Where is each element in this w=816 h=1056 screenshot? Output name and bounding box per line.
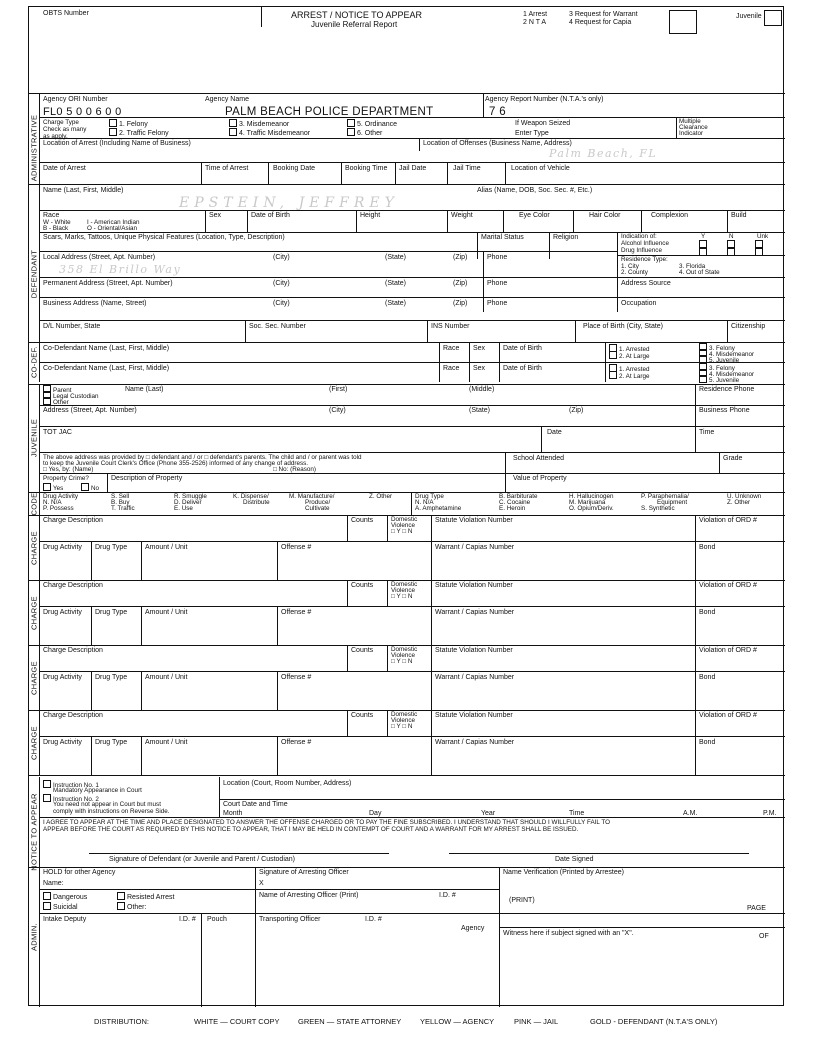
dob-label: Date of Birth	[251, 212, 290, 219]
side-code: CODE	[29, 492, 39, 515]
codef-race-2: Race	[443, 365, 460, 372]
desc-property-label: Description of Property	[111, 475, 183, 482]
obts-label: OBTS Number	[43, 10, 89, 17]
ct5[interactable]: 5. Ordinance	[347, 119, 397, 129]
code-c21: E. Heroin	[499, 505, 526, 512]
code-c14: Cultivate	[305, 505, 330, 512]
code-c26: Equipment	[657, 499, 688, 506]
charge-dv-yn[interactable]: □ Y □ N	[391, 593, 413, 600]
booking-time-label: Booking Time	[345, 165, 388, 172]
charge-offense: Offense #	[281, 674, 312, 681]
local-zip-label: (Zip)	[453, 254, 468, 261]
charge-drug-type: Drug Type	[95, 609, 128, 616]
codef-o5a[interactable]: 5. Juvenile	[699, 355, 739, 364]
ct3[interactable]: 3. Misdemeanor	[229, 119, 289, 129]
charge-dv-yn[interactable]: □ Y □ N	[391, 658, 413, 665]
other-box-bottom[interactable]: Other:	[117, 902, 146, 912]
code-c8: D. Deliver	[174, 499, 202, 506]
code-c11: Distribute	[243, 499, 270, 506]
build-label: Build	[731, 212, 747, 219]
page-label: PAGE	[747, 905, 766, 912]
ct2[interactable]: 2. Traffic Felony	[109, 128, 169, 138]
school-label: School Attended	[513, 455, 564, 462]
juv-state: (State)	[469, 407, 491, 414]
juv-date: Date	[547, 429, 562, 436]
charge-bond: Bond	[699, 674, 716, 681]
rt1: 1. City	[621, 263, 639, 270]
side-codef: CO-DEF.	[29, 342, 40, 382]
side-defendant: DEFENDANT	[29, 184, 40, 364]
perm-addr-label: Permanent Address (Street, Apt. Number)	[43, 280, 173, 287]
ct6[interactable]: 6. Other	[347, 128, 382, 138]
charge-dv-label: Domestic	[391, 711, 418, 718]
defendant-name[interactable]: EPSTEIN, JEFFREY	[179, 195, 399, 211]
instr1-text: Mandatory Appearance in Court	[53, 787, 142, 794]
agency-report-label: Agency Report Number (N.T.A.'s only)	[485, 96, 604, 103]
agency-report-value[interactable]: 7 6	[489, 106, 506, 118]
charge-statute-label: Statute Violation Number	[435, 712, 513, 719]
sig-defendant-label: Signature of Defendant (or Juvenile and Parent / Custodian)	[109, 856, 296, 863]
ins-label: INS Number	[431, 323, 470, 330]
side-admin-bottom: ADMIN.	[29, 867, 40, 1007]
local-addr-label: Local Address (Street, Apt. Number)	[43, 254, 156, 261]
charge-statute-label: Statute Violation Number	[435, 647, 513, 654]
court-am: A.M.	[683, 810, 698, 817]
weight-label: Weight	[451, 212, 473, 219]
code-c9: E. Use	[174, 505, 193, 512]
charge-dv-label2: Violence	[391, 587, 416, 594]
religion-label: Religion	[553, 234, 579, 241]
code-c17: N. N/A	[415, 499, 434, 506]
perm-phone-label: Phone	[487, 280, 508, 287]
ssn-label: Soc. Sec. Number	[249, 323, 306, 330]
charge-dv-label: Domestic	[391, 581, 418, 588]
pob-label: Place of Birth (City, State)	[583, 323, 664, 330]
enter-type-label: Enter Type	[515, 130, 549, 137]
code-c12: M. Manufacture/	[289, 493, 335, 500]
code-c28: U. Unknown	[727, 493, 762, 500]
sig-officer-label: Signature of Arresting Officer	[259, 869, 349, 876]
code-c24: O. Opium/Deriv.	[569, 505, 614, 512]
side-admin: ADMINISTRATIVE	[29, 93, 40, 203]
charge-bond: Bond	[699, 739, 716, 746]
bus-city-label: (City)	[273, 300, 290, 307]
value-property-label: Value of Property	[513, 475, 567, 482]
property-crime-label: Property Crime?	[43, 475, 89, 482]
print-label: (PRINT)	[509, 897, 535, 904]
hair-label: Hair Color	[589, 212, 621, 219]
charge-amount: Amount / Unit	[145, 544, 188, 551]
bus-state-label: (State)	[385, 300, 407, 307]
charge-warrant: Warrant / Capias Number	[435, 544, 515, 551]
charge-desc-label: Charge Description	[43, 517, 103, 524]
footer-pink: PINK — JAIL	[514, 1017, 559, 1026]
local-phone-label: Phone	[487, 254, 508, 261]
instr2-text2: comply with instructions on Reverse Side.	[53, 808, 170, 815]
code-c1: Drug Activity	[43, 493, 78, 500]
charge-dv-label: Domestic	[391, 646, 418, 653]
race-b: B - Black	[43, 225, 69, 232]
juv-zip: (Zip)	[569, 407, 584, 414]
charge-dv-label2: Violence	[391, 652, 416, 659]
court-day: Day	[369, 810, 382, 817]
code-c18: A. Amphetamine	[415, 505, 462, 512]
juvenile-label: Juvenile	[736, 13, 762, 20]
option-arrest: 1 Arrest	[523, 11, 548, 18]
charge-counts-label: Counts	[351, 647, 374, 654]
side-charge-4: CHARGE	[29, 710, 40, 775]
instr2-text: You need not appear in Court but must	[53, 801, 161, 808]
charge-warrant: Warrant / Capias Number	[435, 674, 515, 681]
charge-drug-activity: Drug Activity	[43, 739, 82, 746]
juv-notice-3: □ Yes, by: (Name)	[43, 466, 94, 473]
charge-counts-label: Counts	[351, 712, 374, 719]
charge-desc-label: Charge Description	[43, 647, 103, 654]
charge-drug-type: Drug Type	[95, 739, 128, 746]
juv-address: Address (Street, Apt. Number)	[43, 407, 137, 414]
charge-ord-label: Violation of ORD #	[699, 517, 757, 524]
ori-value[interactable]: FL0 5 0 0 6 0 0	[43, 106, 122, 118]
juv-notice-2: to keep the Juvenile Court Clerk's Office (Phone 355-2526) informed of any change of address.	[43, 460, 309, 467]
court-year: Year	[481, 810, 496, 817]
footer-white: WHITE — COURT COPY	[194, 1017, 280, 1026]
charge-drug-activity: Drug Activity	[43, 674, 82, 681]
option-warrant: 3 Request for Warrant	[569, 11, 638, 18]
code-c3: P. Possess	[43, 505, 74, 512]
perm-zip-label: (Zip)	[453, 280, 468, 287]
occupation-label: Occupation	[621, 300, 657, 307]
code-c29: Z. Other	[727, 499, 751, 506]
name-label: Name (Last, First, Middle)	[43, 187, 124, 194]
charge-drug-type: Drug Type	[95, 544, 128, 551]
intake-id-label: I.D. #	[179, 916, 196, 923]
court-date-label: Court Date and Time	[223, 801, 288, 808]
time-arrest-label: Time of Arrest	[205, 165, 249, 172]
charge-ord-label: Violation of ORD #	[699, 712, 757, 719]
option-nta: 2 N T A	[523, 19, 547, 26]
charge-counts-label: Counts	[351, 582, 374, 589]
dl-label: D/L Number, State	[43, 323, 101, 330]
other-box[interactable]: Other	[43, 397, 69, 406]
charge-dv-yn[interactable]: □ Y □ N	[391, 528, 413, 535]
indication-label: Indication of:	[621, 233, 657, 240]
grade-label: Grade	[723, 455, 743, 462]
footer-gold: GOLD - DEFENDANT (N.T.A'S ONLY)	[590, 1017, 718, 1026]
y-label: Y	[701, 233, 706, 240]
court-location-label: Location (Court, Room Number, Address)	[223, 780, 352, 787]
drug-label: Drug Influence	[621, 247, 662, 254]
loc-arrest-label: Location of Arrest (Including Name of Business)	[43, 140, 191, 147]
code-c22: H. Hallucinogen	[569, 493, 614, 500]
code-c10: K. Dispense/	[233, 493, 269, 500]
local-city-label: (City)	[273, 254, 290, 261]
rt4: 4. Out of State	[679, 269, 720, 276]
agency-name[interactable]: PALM BEACH POLICE DEPARTMENT	[225, 106, 434, 118]
custodian-box[interactable]: Legal Custodian	[43, 391, 99, 400]
code-c2: N. N/A	[43, 499, 62, 506]
bus-zip-label: (Zip)	[453, 300, 468, 307]
codef-o2a[interactable]: 2. At Large	[609, 351, 649, 360]
instr2-box[interactable]: Instruction No. 2	[43, 794, 99, 803]
perm-state-label: (State)	[385, 280, 407, 287]
agency-name-label: Agency Name	[205, 96, 249, 103]
local-addr-value: 358 El Brillo Way	[59, 263, 182, 276]
juv-res-phone: Residence Phone	[699, 386, 755, 393]
side-juvenile: JUVENILE	[29, 384, 40, 492]
codef-o4b[interactable]: 4. Misdemeanor	[699, 369, 754, 378]
ct1[interactable]: 1. Felony	[109, 119, 148, 129]
date-arrest-label: Date of Arrest	[43, 165, 86, 172]
code-c19: B. Barbiturate	[499, 493, 538, 500]
footer-distribution: DISTRIBUTION:	[94, 1017, 150, 1026]
footer-yellow: YELLOW — AGENCY	[420, 1017, 495, 1026]
alias-label: Alias (Name, DOB, Soc. Sec. #, Etc.)	[477, 187, 593, 194]
codef-o2b[interactable]: 2. At Large	[609, 371, 649, 380]
charge-dv-label2: Violence	[391, 522, 416, 529]
hold-label: HOLD for other Agency	[43, 869, 116, 876]
scars-label: Scars, Marks, Tattoos, Unique Physical Features (Location, Type, Description)	[43, 234, 285, 241]
option-capia: 4 Request for Capia	[569, 19, 632, 26]
side-charge-1: CHARGE	[29, 515, 40, 580]
booking-date-label: Booking Date	[273, 165, 316, 172]
marital-label: Marital Status	[481, 234, 524, 241]
charge-type-label: Charge Type	[43, 119, 79, 126]
instr1-box[interactable]: Instruction No. 1	[43, 780, 99, 789]
weapon-label: If Weapon Seized	[515, 120, 571, 127]
charge-ord-label: Violation of ORD #	[699, 647, 757, 654]
unk-label: Unk	[757, 233, 769, 240]
ct4[interactable]: 4. Traffic Misdemeanor	[229, 128, 310, 138]
court-month: Month	[223, 810, 243, 817]
juvenile-box[interactable]	[764, 10, 782, 26]
code-c16: Drug Type	[415, 493, 444, 500]
drug-y-box[interactable]	[699, 248, 709, 258]
charge-counts-label: Counts	[351, 517, 374, 524]
race-i: I - American Indian	[87, 219, 140, 226]
juv-city: (City)	[329, 407, 346, 414]
juv-name-last: Name (Last)	[125, 386, 164, 393]
pouch-label: Pouch	[207, 916, 227, 923]
code-c13: Produce/	[305, 499, 331, 506]
charge-dv-label: Domestic	[391, 516, 418, 523]
juv-middle: (Middle)	[469, 386, 495, 393]
charge-desc-label: Charge Description	[43, 582, 103, 589]
charge-offense: Offense #	[281, 544, 312, 551]
loc-offense-label: Location of Offenses (Business Name, Address)	[423, 140, 572, 147]
code-c4: S. Sell	[111, 493, 130, 500]
juv-first: (First)	[329, 386, 348, 393]
code-c15: Z. Other	[369, 493, 393, 500]
local-state-label: (State)	[385, 254, 407, 261]
resisted-box[interactable]: Resisted Arrest	[117, 892, 174, 902]
arrest-form	[28, 6, 784, 1006]
business-addr-label: Business Address (Name, Street)	[43, 300, 147, 307]
code-c20: C. Cocaine	[499, 499, 531, 506]
court-time: Time	[569, 810, 585, 817]
clearance-label: Clearance	[679, 124, 708, 131]
alcohol-label: Alcohol Influence	[621, 240, 669, 247]
charge-amount: Amount / Unit	[145, 609, 188, 616]
charge-type-note2: as apply.	[43, 133, 68, 140]
charge-bond: Bond	[699, 544, 716, 551]
codef-o1b[interactable]: 1. Arrested	[609, 364, 649, 373]
drug-n-box[interactable]	[727, 248, 737, 258]
form-subtitle: Juvenile Referral Report	[311, 20, 398, 29]
charge-drug-activity: Drug Activity	[43, 609, 82, 616]
rt3: 3. Florida	[679, 263, 706, 270]
agree-text-1: I AGREE TO APPEAR AT THE TIME AND PLACE DESIGNATED TO ANSWER THE OFFENSE CHARGED OR TO PAY THE FINE SUBSCRIBED. I UNDERSTAND THAT SHOULD I WILLFULLY FAIL TO	[43, 819, 610, 826]
race-w: W - White	[43, 219, 71, 226]
charge-ord-label: Violation of ORD #	[699, 582, 757, 589]
name-verif-label: Name Verification (Printed by Arrestee)	[503, 869, 624, 876]
date-signed-label: Date Signed	[555, 856, 594, 863]
court-pm: P.M.	[763, 810, 777, 817]
charge-type-note1: Check as many	[43, 126, 87, 133]
drug-unk-box[interactable]	[755, 248, 765, 258]
complexion-label: Complexion	[651, 212, 688, 219]
agree-text-2: APPEAR BEFORE THE COURT AS REQUIRED BY THIS NOTICE TO APPEAR, THAT I MAY BE HELD IN CONTEMPT OF COURT AND A WARRANT FOR MY ARREST SHALL BE ISSUED.	[43, 826, 579, 833]
codef-o1a[interactable]: 1. Arrested	[609, 344, 649, 353]
code-c6: T. Traffic	[111, 505, 135, 512]
charge-warrant: Warrant / Capias Number	[435, 609, 515, 616]
codef-name-label-2: Co-Defendant Name (Last, First, Middle)	[43, 365, 170, 372]
race-label: Race	[43, 212, 60, 219]
intake-label: Intake Deputy	[43, 916, 87, 923]
dangerous-box[interactable]: Dangerous	[43, 892, 87, 902]
juv-notice-4: □ No: (Reason)	[273, 466, 316, 473]
ori-label: Agency ORI Number	[43, 96, 108, 103]
code-c7: R. Smuggle	[174, 493, 207, 500]
side-charge-3: CHARGE	[29, 645, 40, 710]
sig-x: X	[259, 880, 264, 887]
officer-id-label: I.D. #	[439, 892, 456, 899]
side-charge-2: CHARGE	[29, 580, 40, 645]
charge-dv-yn[interactable]: □ Y □ N	[391, 723, 413, 730]
form-title: ARREST / NOTICE TO APPEAR	[291, 10, 423, 20]
charge-warrant: Warrant / Capias Number	[435, 739, 515, 746]
charge-drug-type: Drug Type	[95, 674, 128, 681]
officer-print-label: Name of Arresting Officer (Print)	[259, 892, 359, 899]
height-label: Height	[360, 212, 381, 219]
codef-dob-2: Date of Birth	[503, 365, 542, 372]
race-o: O - Oriental/Asian	[87, 225, 138, 232]
charge-drug-activity: Drug Activity	[43, 544, 82, 551]
charge-dv-label2: Violence	[391, 717, 416, 724]
multiple-label: Multiple	[679, 118, 701, 125]
codef-o3a[interactable]: 3. Felony	[699, 343, 735, 352]
juv-notice-1: The above address was provided by □ defendant and / or □ defendant's parents. The child and / or parent was told	[43, 454, 362, 461]
hold-name: Name:	[43, 880, 64, 887]
charge-offense: Offense #	[281, 609, 312, 616]
property-no[interactable]: No	[81, 483, 99, 492]
residence-type-label: Residence Type:	[621, 256, 668, 263]
charge-bond: Bond	[699, 609, 716, 616]
charge-desc-label: Charge Description	[43, 712, 103, 719]
charge-offense: Offense #	[281, 739, 312, 746]
code-c23: M. Marijuana	[569, 499, 606, 506]
code-c27: S. Synthetic	[641, 505, 675, 512]
rt2: 2. County	[621, 269, 648, 276]
indicator-label: Indicator	[679, 130, 704, 137]
charge-statute-label: Statute Violation Number	[435, 517, 513, 524]
side-nta: NOTICE TO APPEAR	[29, 777, 40, 887]
codef-o5b[interactable]: 5. Juvenile	[699, 375, 739, 384]
code-c25: P. Paraphernalia/	[641, 493, 689, 500]
codef-o3b[interactable]: 3. Felony	[699, 363, 735, 372]
totjac-label: TOT JAC	[43, 429, 72, 436]
jail-time-label: Jail Time	[453, 165, 481, 172]
perm-city-label: (City)	[273, 280, 290, 287]
suicidal-box[interactable]: Suicidal	[43, 902, 78, 912]
footer-green: GREEN — STATE ATTORNEY	[298, 1017, 402, 1026]
loc-offense-value: Palm Beach, FL	[549, 147, 658, 160]
codef-sex-2: Sex	[473, 365, 486, 372]
n-label: N	[729, 233, 734, 240]
of-label: OF	[759, 933, 769, 940]
transport-agency-label: Agency	[461, 925, 485, 932]
bus-phone-label: Phone	[487, 300, 508, 307]
codef-o4a[interactable]: 4. Misdemeanor	[699, 349, 754, 358]
codef-race-1: Race	[443, 345, 460, 352]
eye-label: Eye Color	[519, 212, 550, 219]
loc-vehicle-label: Location of Vehicle	[511, 165, 570, 172]
juv-bus-phone: Business Phone	[699, 407, 750, 414]
codef-dob-1: Date of Birth	[503, 345, 542, 352]
transport-label: Transporting Officer	[259, 916, 321, 923]
codef-name-label-1: Co-Defendant Name (Last, First, Middle)	[43, 345, 170, 352]
property-yes[interactable]: Yes	[43, 483, 63, 492]
parent-box[interactable]: Parent	[43, 385, 72, 394]
charge-amount: Amount / Unit	[145, 674, 188, 681]
charge-amount: Amount / Unit	[145, 739, 188, 746]
jail-date-label: Jail Date	[399, 165, 427, 172]
charge-statute-label: Statute Violation Number	[435, 582, 513, 589]
type-box[interactable]	[669, 10, 697, 34]
transport-id-label: I.D. #	[365, 916, 382, 923]
citizenship-label: Citizenship	[731, 323, 766, 330]
witness-label: Witness here if subject signed with an "X".	[503, 930, 634, 937]
addr-source-label: Address Source	[621, 280, 671, 287]
code-c5: B. Buy	[111, 499, 130, 506]
sex-label: Sex	[209, 212, 222, 219]
juv-time: Time	[699, 429, 715, 436]
codef-sex-1: Sex	[473, 345, 486, 352]
